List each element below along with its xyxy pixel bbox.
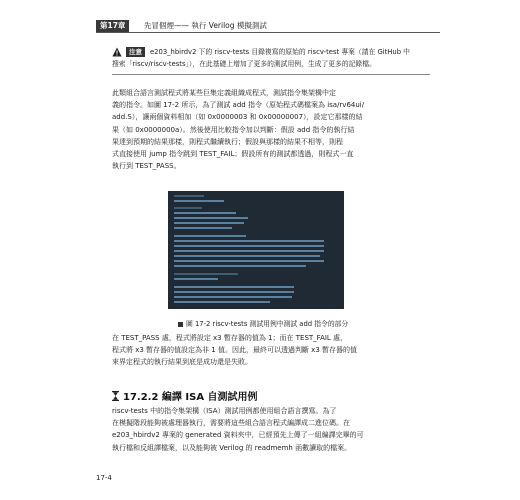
figure-caption xyxy=(178,318,348,328)
code-line xyxy=(174,278,218,280)
code-line xyxy=(174,207,202,209)
code-line xyxy=(174,265,306,267)
warning-icon xyxy=(112,47,122,57)
paragraph-line: riscv-tests 中的指令集架構（ISA）測試用例都使用組合語言撰寫。為了 xyxy=(112,407,337,415)
hourglass-icon xyxy=(112,391,119,401)
code-line xyxy=(174,260,324,262)
code-line xyxy=(174,235,246,237)
paragraph-line: 執行到 TEST_PASS。 xyxy=(112,162,181,171)
code-line xyxy=(174,212,236,214)
caption-marker-icon xyxy=(178,322,183,327)
code-line xyxy=(174,286,294,288)
note-line-1: e203_hbirdv2 下的 riscv-tests 目錄複寫的原始的 riscv-test 專案（請在 GitHub 中 xyxy=(150,48,410,56)
paragraph-line: 此類組合語言測試程式將某些巨集定義組織成程式，測試指令集架構中定 xyxy=(112,89,336,97)
paragraph-line: 果（如 0x0000000a）。然後使用比較指令加以判斷：假設 add 指令的執行結 xyxy=(112,125,355,134)
code-line xyxy=(174,296,292,298)
figure-caption-text: 圖 17-2 riscv-tests 測試用例中測試 add 指令的部分 xyxy=(186,320,349,328)
chapter-title: 先冒個煙—— 執行 Verilog 模擬測試 xyxy=(144,21,267,30)
code-line xyxy=(174,255,320,257)
page-header xyxy=(96,20,440,33)
code-line xyxy=(174,250,324,252)
code-line xyxy=(174,301,270,303)
code-line xyxy=(174,227,232,229)
code-line xyxy=(174,200,224,202)
code-line xyxy=(174,273,238,275)
code-screenshot-figure xyxy=(168,191,344,309)
paragraph-line: e203_hbirdv2 專案的 generated 資料夾中，已經預先上傳了一組編譯完畢的可 xyxy=(112,431,364,440)
code-line xyxy=(174,195,204,197)
paragraph-line: add.S），讓兩個資料相加（如 0x0000003 和 0x00000007），設定它那樣的結 xyxy=(112,113,363,122)
paragraph-1 xyxy=(112,87,430,172)
chapter-badge: 第17章 xyxy=(96,20,129,32)
code-line xyxy=(174,245,324,247)
paragraph-line: 式直接使用 jump 指令跳到 TEST_FAIL；假設所有的測試都透過，則程式一直 xyxy=(112,149,354,158)
paragraph-line: 程式將 x3 暫存器的值設定為非 1 值。因此，最終可以透過判斷 x3 暫存器的值 xyxy=(112,346,357,355)
note-line-2: 搜索「riscv/riscv-tests」），在此基礎上增加了更多的測試用例，生成了更多的記錄檔。 xyxy=(112,60,376,68)
code-line xyxy=(174,291,294,293)
note-box xyxy=(112,46,430,78)
paragraph-line: 義的指令。如圖 17-2 所示，為了測試 add 指令（原始程式碼檔案為 isa/rv64ui/ xyxy=(112,101,365,110)
code-line xyxy=(174,222,244,224)
section-heading xyxy=(112,388,258,403)
note-divider xyxy=(112,74,430,75)
paragraph-line: 在 TEST_PASS 處，程式將設定 x3 暫存器的值為 1；而在 TEST_FAIL 處， xyxy=(112,334,348,342)
code-line xyxy=(174,217,248,219)
page-number: 17-4 xyxy=(96,474,112,482)
paragraph-line: 在模擬階段能夠被處理器執行，需要將這些組合語言程式編譯成二進位碼。在 xyxy=(112,419,350,428)
section-title: 17.2.2 編譯 ISA 自測試用例 xyxy=(123,392,258,403)
paragraph-3 xyxy=(112,405,430,454)
paragraph-line: 來界定程式的執行結果到底是成功還是失敗。 xyxy=(112,358,252,367)
note-tag: 注意 xyxy=(126,47,145,57)
paragraph-2 xyxy=(112,332,430,369)
code-line xyxy=(174,240,324,242)
paragraph-line: 執行檔和反組譯檔案，以及能夠被 Verilog 的 readmemh 函數讀取的檔案。 xyxy=(112,443,352,452)
paragraph-line: 果達到預期的結果那樣，則程式繼續執行；假設與那樣的結果不相等，則程 xyxy=(112,137,343,146)
